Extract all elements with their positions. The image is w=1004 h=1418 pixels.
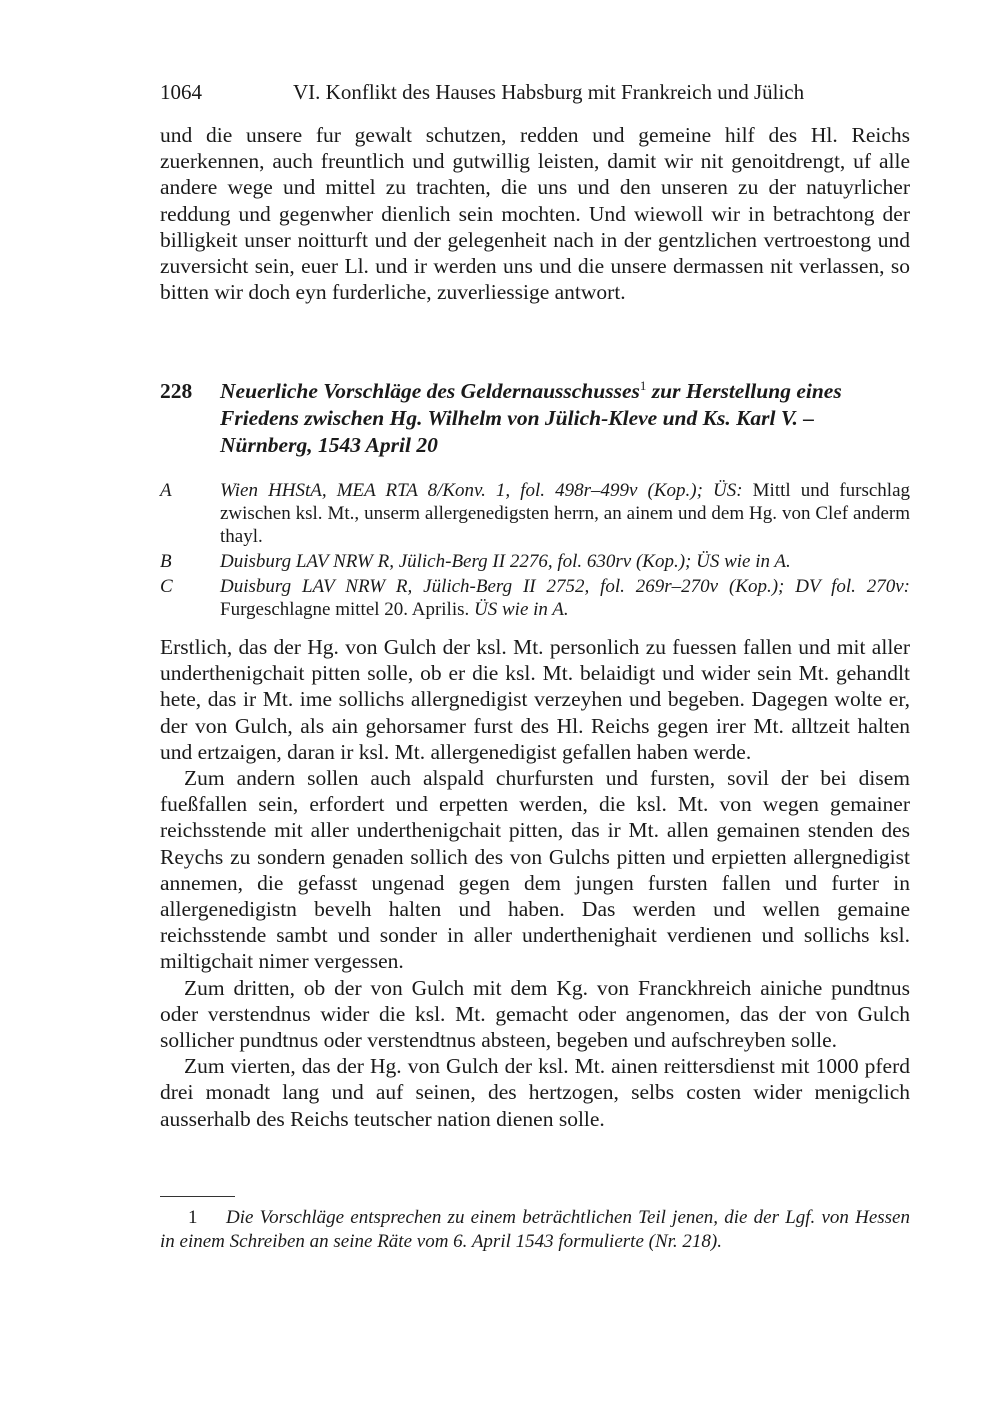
source-siglum: C <box>160 576 173 597</box>
source-entry <box>160 479 910 548</box>
source-siglum: A <box>160 480 172 501</box>
source-heading-text: Furgeschlagne mittel 20. Aprilis. <box>220 599 470 620</box>
source-entry <box>160 550 910 573</box>
footnote <box>160 1206 910 1254</box>
footnote-marker: 1 <box>639 378 647 393</box>
source-note: ÜS wie in A. <box>469 599 569 620</box>
footnote-text: Die Vorschläge entsprechen zu einem beträchtlichen Teil jenen, die der Lgf. von Hessen in einem Schreiben an seine Räte vom 6. April 1543 formulierte (Nr. 218). <box>160 1207 910 1252</box>
source-heading-text: Mittl und furschlag zwischen ksl. Mt., unserm allergenedigsten herrn, an ainem und dem Hg. von Clef anderm thayl. <box>220 480 910 547</box>
document-number: 228 <box>160 379 193 403</box>
continuation-paragraph: und die unsere fur gewalt schutzen, redden und gemeine hilf des Hl. Reichs zuerkennen, auch freuntlich und gutwillig leisten, damit wir nit genoitdrengt, uf alle andere wege und mittel zu trachten, die uns und den unseren zu der natuyrlicher reddung und gegenwher dienlich sein mochten. Und wiewoll wir in betrachtong der billigkeit unser noitturft und der gelegenheit nach in der gentzlichen vertroestong und zuversicht sein, euer Ll. und ir werden uns und die unsere dermassen nit verlassen, so bitten wir doch eyn furderliche, zuverliessige antwort. <box>160 123 910 305</box>
body-paragraph: Zum dritten, ob der von Gulch mit dem Kg. von Franckhreich ainiche pundtnus oder verstendnus wider die ksl. Mt. gemacht oder angenomen, das der von Gulch sollicher pundtnus oder verstendtnus absteen, begeben und aufschreyben solle. <box>160 975 910 1053</box>
body-paragraph: Zum vierten, das der Hg. von Gulch der ksl. Mt. ainen reittersdienst mit 1000 pferd drei monadt lang und auf seinen, des hertzogen, selbs costen wider menigclich ausserhalb des Reichs teutscher nation dienen solle. <box>160 1054 910 1131</box>
footnote-number: 1 <box>188 1207 198 1228</box>
running-title: VI. Konflikt des Hauses Habsburg mit Frankreich und Jülich <box>293 80 805 104</box>
body-paragraph: Zum andern sollen auch alspald churfursten und fursten, sovil der bei disem fueßfallen sein, erfordert und erpetten werden, die ksl. Mt. von wegen gemainer reichsstende mit aller underthenigchait pitten, das ir Mt. allen gemainen stenden des Reychs zu sondern genaden sollich des von Gulchs pitten und erpietten allergnedigist annemen, die gefasst ungenad gegen dem jungen fursten fallen und furter in allergenedigistn bevelh halten und haben. Das werden und wellen gemaine reichsstende sambt und sonder in aller underthenighait verdienen und sollichs ksl. miltigchait nimer vergessen. <box>160 766 910 974</box>
source-citation: Wien HHStA, MEA RTA 8/Konv. 1, fol. 498r–499v (Kop.); ÜS: <box>220 480 743 501</box>
source-list <box>160 479 910 623</box>
source-siglum: B <box>160 551 172 572</box>
page-number: 1064 <box>160 80 202 104</box>
footnote-separator <box>160 1196 235 1197</box>
document-title <box>220 378 910 459</box>
source-citation: Duisburg LAV NRW R, Jülich-Berg II 2276, fol. 630rv (Kop.); ÜS wie in A. <box>220 551 791 572</box>
document-title-part2: zur Herstellung eines Friedens zwischen Hg. Wilhelm von Jülich-Kleve und Ks. Karl V. – Nürnberg, 1543 April 20 <box>220 379 842 457</box>
body-paragraph: Erstlich, das der Hg. von Gulch der ksl. Mt. personlich zu fuessen fallen und mit aller underthenigchait pitten solle, ob er die ksl. Mt. belaidigt und wider sein Mt. gehandlt hete, das ir Mt. ime sollichs allergnedigist verzeyhen und begeben. Dagegen wolte er, der von Gulch, als ain gehorsamer furst des Hl. Reichs gegen irer Mt. alltzeit halten und ertzaigen, daran ir ksl. Mt. allergenedigist gefallen haben werde. <box>160 635 910 764</box>
document-body <box>160 634 910 1132</box>
document-title-part1: Neuerliche Vorschläge des Geldernausschusses <box>220 379 640 403</box>
source-entry <box>160 575 910 621</box>
source-citation: Duisburg LAV NRW R, Jülich-Berg II 2752, fol. 269r–270v (Kop.); DV fol. 270v: <box>220 576 910 597</box>
